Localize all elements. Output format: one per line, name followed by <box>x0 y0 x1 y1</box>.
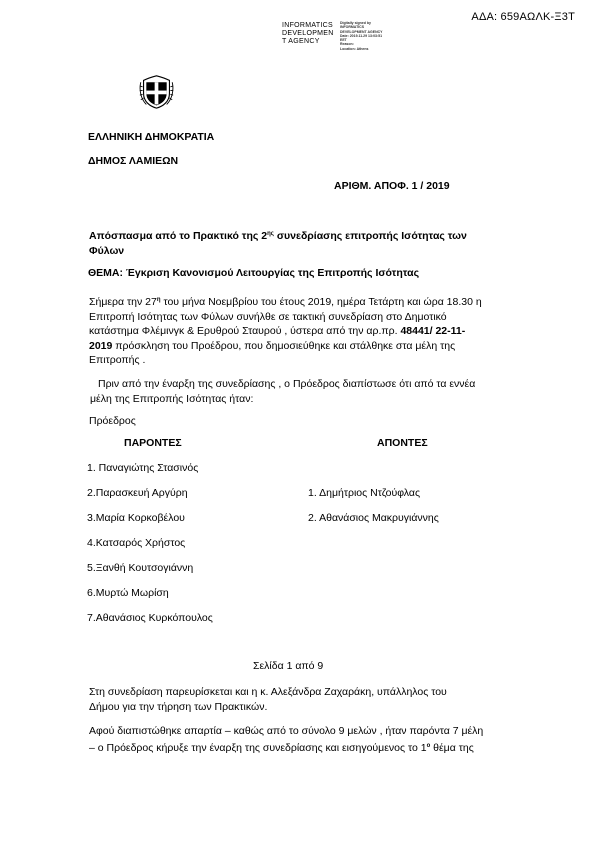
ada-number: ΑΔΑ: 659ΑΩΛΚ-Ξ3Τ <box>471 11 575 23</box>
subject-line: ΘΕΜΑ: Έγκριση Κανονισμού Λειτουργίας της Επιτροπής Ισότητας <box>88 267 420 279</box>
document-title <box>89 227 509 259</box>
country-heading: ΕΛΛΗΝΙΚΗ ΔΗΜΟΚΡΑΤΙΑ <box>88 131 215 143</box>
protocol-year: 2019 <box>89 339 113 352</box>
absent-list <box>308 481 439 531</box>
present-list <box>87 456 213 631</box>
quorum-line: Πριν από την έναρξη της συνεδρίασης , ο Πρόεδρος διαπίστωσε ότι από τα εννέα <box>98 378 476 390</box>
secretary-line: Δήμου για την τήρηση των Πρακτικών. <box>89 700 268 713</box>
sig-line: Reason: <box>340 42 354 47</box>
present-heading: ΠΑΡΟΝΤΕΣ <box>124 437 182 449</box>
quorum-paragraph <box>90 377 510 406</box>
decision-number: ΑΡΙΘΜ. ΑΠΟΦ. 1 / 2019 <box>334 180 450 192</box>
stamp-line: T AGENCY <box>282 38 320 45</box>
closing-text: θέμα της <box>430 741 474 754</box>
secretary-line: Στη συνεδρίαση παρευρίσκεται και η κ. Αλεξάνδρα Ζαχαράκη, υπάλληλος του <box>89 686 447 698</box>
signature-stamp <box>282 22 334 46</box>
closing-text: – ο Πρόεδρος κήρυξε την έναρξη της συνεδρίασης και εισηγούμενος το 1 <box>89 741 427 754</box>
list-item: 2.Παρασκευή Αργύρη <box>87 487 188 499</box>
municipality-heading: ΔΗΜΟΣ ΛΑΜΙΕΩΝ <box>88 155 179 167</box>
intro-paragraph <box>89 293 509 368</box>
title-sup: ης <box>267 231 274 237</box>
sig-line: Location: Athens <box>340 46 369 51</box>
page-number: Σελίδα 1 από 9 <box>253 660 324 672</box>
sig-line: DEVELOPMENT AGENCY <box>340 29 383 34</box>
intro-sup: η <box>156 297 161 303</box>
list-item: 4.Κατσαρός Χρήστος <box>87 537 186 549</box>
intro-text: κατάστημα Φλέμινγκ & Ερυθρού Σταυρού , ύστερα από την αρ.πρ. <box>89 325 401 337</box>
stamp-line: INFORMATICS <box>282 22 334 29</box>
stamp-line: DEVELOPMEN <box>282 30 334 37</box>
list-item: 3.Μαρία Κορκοβέλου <box>87 512 185 524</box>
protocol-number: 48441/ 22-11- <box>400 325 466 337</box>
closing-line: Αφού διαπιστώθηκε απαρτία – καθώς από το σύνολο 9 μελών , ήταν παρόντα 7 μέλη <box>89 725 484 737</box>
title-text: συνεδρίασης επιτροπής Ισότητας των <box>273 230 467 242</box>
intro-line: Επιτροπή Ισότητας των Φύλων συνήλθε σε τακτική συνεδρίαση στο Δημοτικό <box>89 310 447 323</box>
list-item: 1. Δημήτριος Ντζούφλας <box>308 487 421 499</box>
greek-coat-of-arms-icon <box>138 73 175 110</box>
title-line: Φύλων <box>89 245 125 257</box>
list-item: 6.Μυρτώ Μωρίση <box>87 587 169 599</box>
sig-line: Date: 2019.11.29 13:03:51 <box>340 33 383 38</box>
digital-signature-details <box>340 21 382 51</box>
quorum-line: μέλη της Επιτροπής Ισότητας ήταν: <box>90 392 254 405</box>
closing-paragraph <box>89 724 509 755</box>
list-item: 5.Ξανθή Κουτσογιάννη <box>87 562 194 574</box>
intro-line: Επιτροπής . <box>89 354 146 366</box>
sig-line: EET <box>340 38 347 43</box>
president-label: Πρόεδρος <box>89 415 136 427</box>
list-item: 7.Αθανάσιος Κυρκόπουλος <box>87 612 213 624</box>
sig-line: INFORMATICS <box>340 25 365 30</box>
list-item: 1. Παναγιώτης Στασινός <box>87 462 199 474</box>
intro-text: του μήνα Νοεμβρίου του έτους 2019, ημέρα Τετάρτη και ώρα 18.30 η <box>160 296 482 308</box>
title-text: Απόσπασμα από το Πρακτικό της 2 <box>89 230 268 242</box>
absent-heading: ΑΠΟΝΤΕΣ <box>377 437 428 449</box>
list-item: 2. Αθανάσιος Μακρυγιάννης <box>308 512 439 524</box>
secretary-paragraph <box>89 685 509 714</box>
intro-text: πρόσκληση του Προέδρου, που δημοσιεύθηκε και στάλθηκε στα μέλη της <box>112 339 456 352</box>
sig-line: Digitally signed by <box>340 21 371 25</box>
intro-text: Σήμερα την 27 <box>89 296 157 308</box>
closing-sup: ο <box>426 742 431 749</box>
